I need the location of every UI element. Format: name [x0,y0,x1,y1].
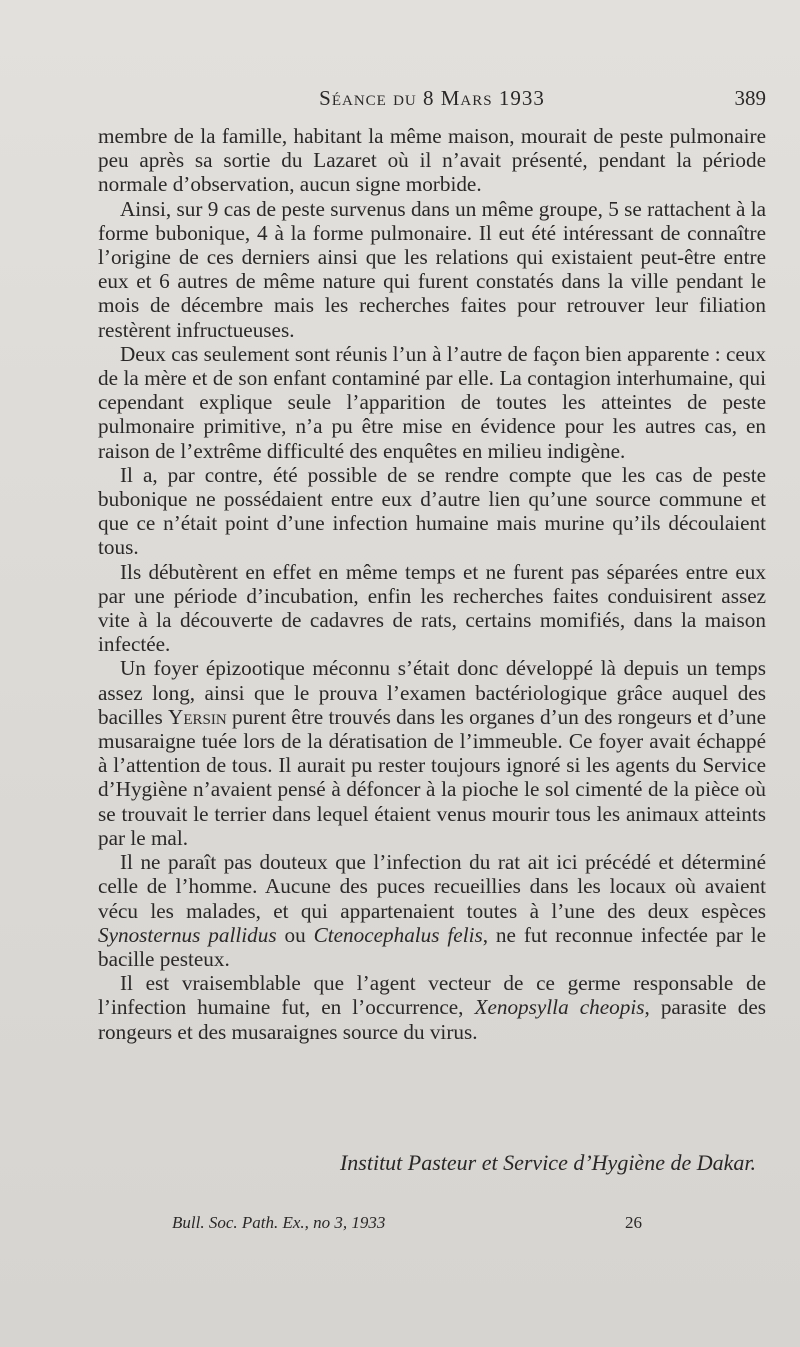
running-title: Séance du 8 Mars 1933 [319,86,545,110]
paragraph-2: Ainsi, sur 9 cas de peste survenus dans un même groupe, 5 se rattachent à la forme bubonique, 4 à la forme pulmonaire. Il eut été intéressant de connaître l’origine de ces derniers ainsi que les relations qui existaient peut-être entre eux et 6 autres de même nature qui furent constatés dans la ville pendant le mois de décembre mais les recherches faites pour retrouver leur filiation restèrent infructueuses. [98,196,766,342]
paragraph-6 [98,656,766,850]
paragraph-1: membre de la famille, habitant la même maison, mourait de peste pulmonaire peu après sa sortie du Lazaret où il n’avait présenté, pendant la période normale d’observation, aucun signe morbide. [98,124,766,197]
paragraph-3: Deux cas seulement sont réunis l’un à l’autre de façon bien apparente : ceux de la mère et de son enfant contaminé par elle. La contagion interhumaine, qui cependant explique seule l’apparition de toutes les atteintes de peste pulmonaire primitive, n’a pu être mise en évidence pour les autres cas, en raison de l’extrême difficulté des enquêtes en milieu indigène. [98,341,766,463]
paragraph-6-text-a: Un foyer épizootique méconnu s’était donc développé là depuis un temps assez long, ainsi que le prouva l’examen bactériologique grâce auquel des bacilles [98,656,766,729]
paragraph-4: Il a, par contre, été possible de se rendre compte que les cas de peste bubonique ne possédaient entre eux d’autre lien qu’une source commune et que ce n’était point d’une infection humaine mais murine qu’ils découlaient tous. [98,462,766,560]
paragraph-6-text-b: purent être trouvés dans les organes d’un des rongeurs et d’une musaraigne tuée lors de la dératisation de l’immeuble. Ce foyer avait échappé à l’attention de tous. Il aurait pu rester toujours ignoré si les agents du Service d’Hygiène n’avaient pensé à défoncer à la pioche le sol cimenté de la pièce où se trouvait le terrier dans lequel étaient venus mourir tous les animaux atteints par le mal. [98,704,766,850]
paragraph-7-text-c: , ne fut reconnue infectée par le bacille pesteux. [98,922,767,971]
paragraph-7-text-a: Il ne paraît pas douteux que l’infection du rat ait ici précédé et déterminé celle de l’homme. Aucune des puces recueillies dans les locaux où avaient vécu les malades, et qui appartenaient toutes à l’une des deux espèces [98,850,766,923]
article-body [98,124,766,1044]
author-name-yersin: Yersin [168,704,227,729]
paragraph-8 [98,971,766,1044]
page-number: 389 [734,86,766,110]
paragraph-7-text-b: ou [276,922,314,947]
species-ctenocephalus: Ctenocephalus felis [313,922,483,947]
paragraph-8-text-b: , parasite des rongeurs et des musaraignes source du virus. [98,995,767,1044]
paragraph-8-text-a: Il est vraisemblable que l’agent vecteur de ce germe responsable de l’infection humaine fut, en l’occurrence, [98,971,766,1020]
species-synosternus: Synosternus pallidus [98,922,277,947]
page-header [98,86,766,114]
sheet-number: 26 [625,1213,642,1232]
species-xenopsylla: Xenopsylla cheopis [474,995,645,1020]
affiliation-signature: Institut Pasteur et Service d’Hygiène de Dakar. [339,1150,756,1175]
paragraph-7 [98,850,766,971]
paragraph-5: Ils débutèrent en effet en même temps et ne furent pas séparées entre eux par une période d’incubation, enfin les recherches faites conduisirent assez vite à la découverte de cadavres de rats, certains momifiés, dans la maison infectée. [98,559,766,657]
journal-reference: Bull. Soc. Path. Ex., no 3, 1933 [172,1213,386,1232]
